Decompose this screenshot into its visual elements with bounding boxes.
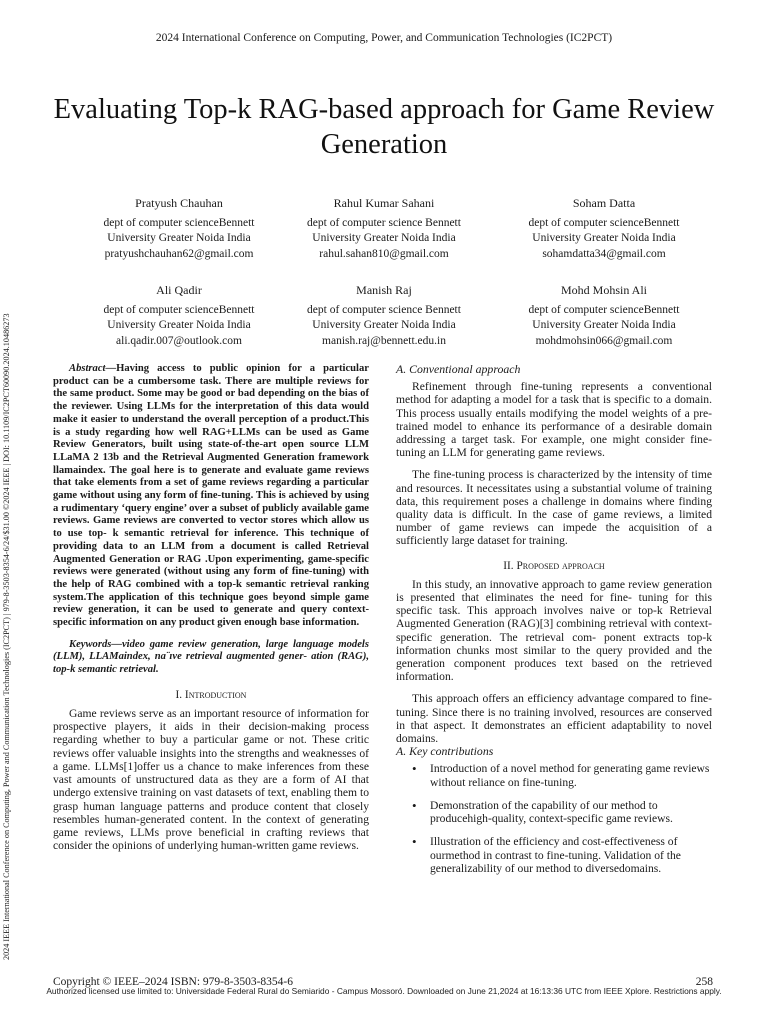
copyright-text: Copyright © IEEE–2024 ISBN: 979-8-3503-8354-6 — [53, 976, 293, 988]
author-block — [64, 196, 294, 262]
author-block — [269, 196, 499, 262]
author-university: University Greater Noida India — [312, 232, 456, 244]
author-university: University Greater Noida India — [107, 319, 251, 331]
section-heading-introduction: I. Introduction — [175, 688, 247, 701]
author-university: University Greater Noida India — [312, 319, 456, 331]
author-email[interactable]: manish.raj@bennett.edu.in — [322, 334, 446, 347]
author-dept: dept of computer science Bennett — [307, 216, 461, 229]
doi-side-text: 2024 IEEE International Conference on Computing, Power and Communication Technologies (IC2PCT) | 979-8-3503-8354-6/24/$31.00 ©2024 IEEE | DOI: 10.1109/IC2PCT60090.2024.10486273 — [2, 313, 11, 960]
abstract-paragraph — [53, 363, 369, 630]
author-email[interactable]: mohdmohsin066@gmail.com — [535, 334, 673, 347]
author-dept: dept of computer scienceBennett — [528, 216, 680, 229]
author-email[interactable]: sohamdatta34@gmail.com — [542, 247, 666, 260]
author-email[interactable]: ali.qadir.007@outlook.com — [116, 334, 242, 347]
author-name: Pratyush Chauhan — [135, 196, 223, 210]
page-number: 258 — [695, 976, 713, 988]
subsection-heading-contributions: A. Key contributions — [396, 744, 494, 759]
conventional-paragraph-2: The fine-tuning process is characterized by the intensity of time and resources. It necessitates using a substantial volume of training data, this requirement poses a challenge in domains where finding quality data is difficult. In the case of game reviews, a limited number of game reviews can impede the acquisition of a sufficiently large dataset for training. — [396, 468, 712, 548]
proposed-paragraph-2: This approach offers an efficiency advantage compared to fine-tuning. Since there is no training involved, resources are conserved in that aspect. It demonstrates an efficient adaptability to novel domains. — [396, 692, 712, 746]
author-block — [489, 196, 719, 262]
author-dept: dept of computer science Bennett — [307, 303, 461, 316]
author-name: Ali Qadir — [156, 283, 202, 297]
abstract-label: Abstract — [69, 363, 106, 374]
author-name: Rahul Kumar Sahani — [333, 196, 435, 210]
author-block — [489, 283, 719, 349]
introduction-paragraph: Game reviews serve as an important resource of information for prospective players, it aids in their decision-making process regarding whether to buy a particular game or not. These critic reviews offer valuable insights into the strengths and weaknesses of a game. LLMs[1]offer us a chance to make inferences from these vast amounts of unstructured data as they are a form of AI that undergo extensive training on vast datasets of text, enabling them to grasp human language patterns and produce content that closely resembles human-generated content. In the context of generating game reviews, LLMs prove beneficial in crafting reviews that consider the opinions of underlying human-written game reviews. — [53, 707, 369, 853]
author-name: Soham Datta — [572, 196, 636, 210]
right-column — [396, 363, 712, 885]
left-column — [53, 363, 369, 852]
author-name: Manish Raj — [356, 283, 412, 297]
license-notice: Authorized licensed use limited to: Universidade Federal Rural do Semiarido - Campus Mossoró. Downloaded on June 21,2024 at 16:13:36 UTC from IEEE Xplore. Restrictions apply. — [46, 986, 722, 996]
author-university: University Greater Noida India — [107, 232, 251, 244]
proposed-paragraph-1: In this study, an innovative approach to game review generation is presented that eliminates the need for fine- tuning for this specific task. This approach involves naive or top-k Retrieval Augmented Generation (RAG)[3] combining retrieval with context-specific generation. The retrieval com- ponent extracts top-k information chunks most similar to the query provided and the generation component produces text based on the retrieved information. — [396, 577, 712, 684]
doi-side-strip — [2, 313, 14, 972]
list-item: • Illustration of the efficiency and cost-effectiveness of ourmethod in contrast to fine-tuning. Validation of the generalizability of our method to diversedomains. — [430, 835, 712, 875]
author-email[interactable]: pratyushchauhan62@gmail.com — [104, 247, 254, 260]
conventional-paragraph-1: Refinement through fine-tuning represents a conventional method for adapting a model for a task that is specific to a domain. This process usually entails modifying the model weights of a pre-trained model to enhance its performance of a desirable domain addressing a target task. For example, one might consider fine-tuning an LLM for generating game reviews. — [396, 380, 712, 460]
section-heading-proposed: II. Proposed approach — [503, 559, 605, 572]
author-block — [64, 283, 294, 349]
abstract-text: —Having access to public opinion for a particular product can be a cumbersome task. There are multiple reviews for the same product. Some may be good or bad depending on the bias of the reviewer. Using LLMs for the interpretation of this data would make it easier to understand the overall perception of a product.This is a study regarding how well RAG+LLMs can be used as Game Review Generators, built using state-of-the-art open source LLM LLaMA 2 13b and the Retrieval Augmented Generation framework llamaindex. The goal here is to generate and evaluate game reviews that take elements from a set of game reviews regarding a particular game without using any form of fine-tuning. This is achieved by using a rudimentary ‘query engine’ over a subset of publicly available game reviews. Game reviews are converted to vector stores which allow us to use top- k semantic retrieval for inference. This technique of providing data to an LLM from a document is called Retrieval Augmented Generation or RAG .Upon experimenting, game-specific reviews were generated (without using any form of fine-tuning) with the help of RAG combined with a top-k semantic retrieval ranking system.The application of this technique goes beyond simple game review generation, it can be used to generate and query context-specific information on any product given enough base information. — [53, 363, 369, 629]
author-block — [269, 283, 499, 349]
subsection-heading-conventional: A. Conventional approach — [396, 362, 521, 376]
author-email[interactable]: rahul.sahan810@gmail.com — [319, 247, 449, 260]
list-item: • Demonstration of the capability of our method to producehigh-quality, context-specific game reviews. — [430, 799, 712, 825]
author-name: Mohd Mohsin Ali — [560, 283, 647, 297]
contributions-list — [396, 762, 712, 874]
author-university: University Greater Noida India — [532, 232, 676, 244]
paper-title: Evaluating Top-k RAG-based approach for Game Review Generation — [53, 94, 715, 160]
author-dept: dept of computer scienceBennett — [103, 216, 255, 229]
list-item: • Introduction of a novel method for generating game reviews without reliance on fine-tuning. — [430, 762, 712, 788]
author-university: University Greater Noida India — [532, 319, 676, 331]
author-dept: dept of computer scienceBennett — [103, 303, 255, 316]
conference-header: 2024 International Conference on Computing, Power, and Communication Technologies (IC2PCT) — [155, 32, 613, 44]
keywords-paragraph: Keywords—video game review generation, large language models (LLM), LLAMaindex, na¨ıve retrieval augmented gener- ation (RAG), top-k semantic retrieval. — [53, 638, 369, 676]
author-dept: dept of computer scienceBennett — [528, 303, 680, 316]
